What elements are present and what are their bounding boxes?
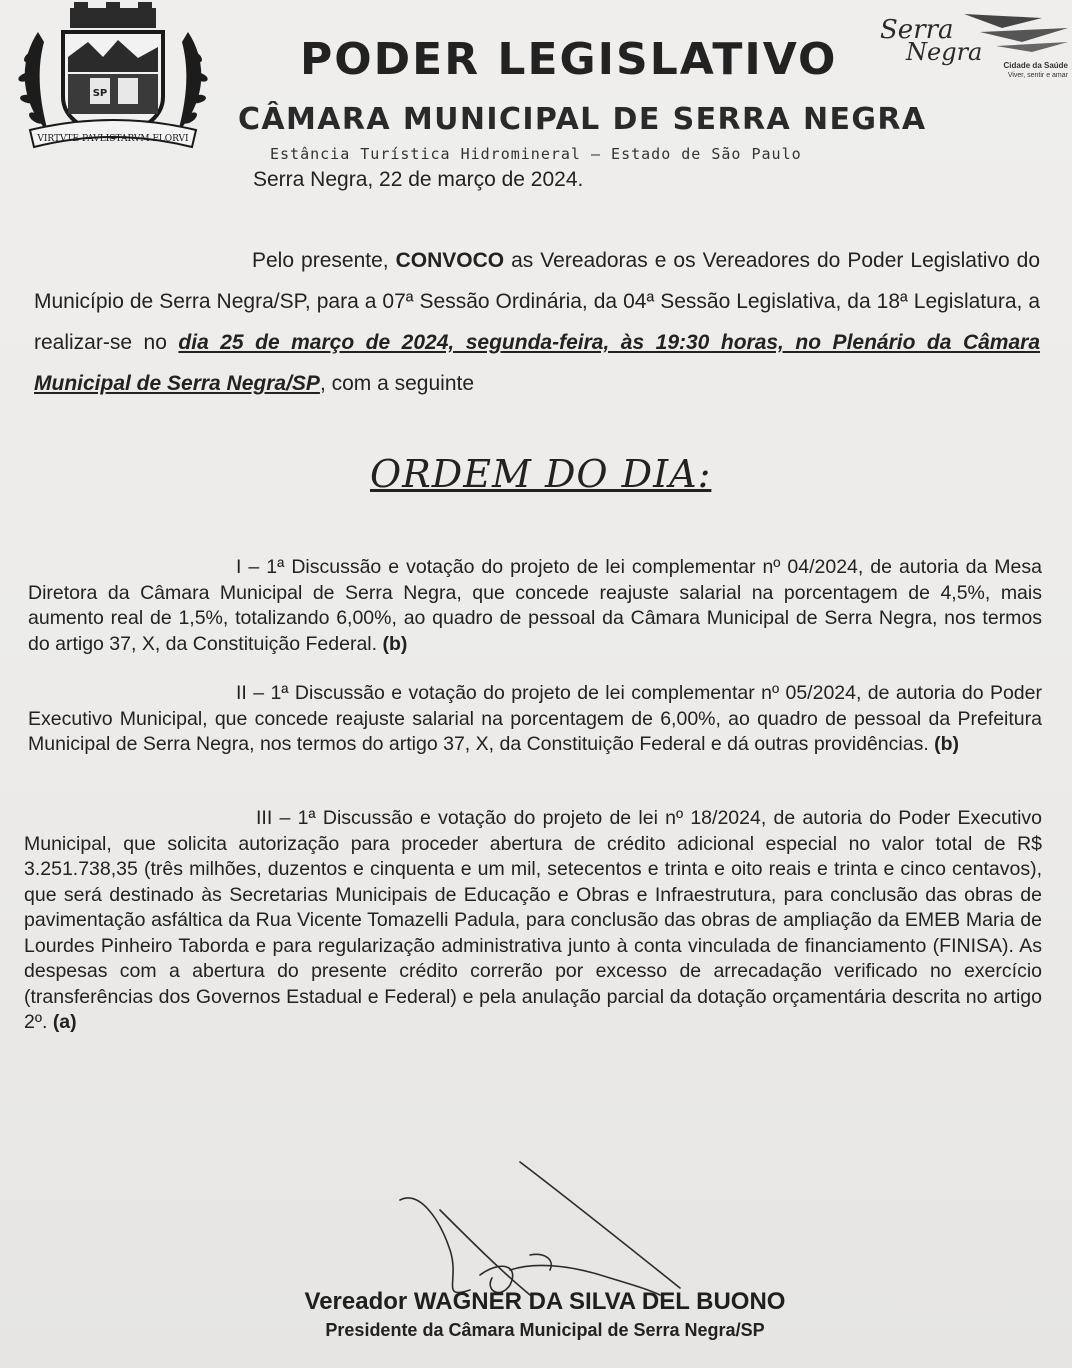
municipal-coat-of-arms-icon <box>8 2 218 162</box>
document-title: PODER LEGISLATIVO <box>300 34 838 85</box>
serra-negra-city-logo <box>872 6 1072 86</box>
svg-text:Negra: Negra <box>906 38 983 66</box>
tagline: Estância Turística Hidromineral – Estado de São Paulo <box>270 145 802 163</box>
convoco-keyword: CONVOCO <box>395 249 505 272</box>
agenda-item: II – 1ª Discussão e votação do projeto de lei complementar nº 05/2024, de autoria do Poder Executivo Municipal, que concede reajuste salarial na porcentagem de 6,00%, ao quadro de pessoal da Prefeitura Municipal de Serra Negra, nos termos do artigo 37, X, da Constituição Federal e dá outras providências. (b) <box>28 682 1042 755</box>
svg-text:SP: SP <box>92 88 108 99</box>
session-date-highlight: dia 25 de março de 2024, segunda-feira, às 19:30 horas, no Plenário da Câmara Municipal de Serra Negra/SP <box>34 331 1040 395</box>
document-date: Serra Negra, 22 de março de 2024. <box>253 168 584 191</box>
svg-text:Viver, sentir e amar: Viver, sentir e amar <box>1007 72 1068 79</box>
chamber-name: CÂMARA MUNICIPAL DE SERRA NEGRA <box>238 102 927 137</box>
agenda-item: I – 1ª Discussão e votação do projeto de lei complementar nº 04/2024, de autoria da Mesa Diretora da Câmara Municipal de Serra Negra, que concede reajuste salarial na porcentagem de 4,5%, mais aumento real de 1,5%, totalizando 6,00%, ao quadro de pessoal da Câmara Municipal de Serra Negra, nos termos do artigo 37, X, da Constituição Federal. (b) <box>28 556 1042 655</box>
convocation-paragraph: Pelo presente, CONVOCO as Vereadoras e os Vereadores do Poder Legislativo do Município de Serra Negra/SP, para a 07ª Sessão Ordinária, da 04ª Sessão Legislativa, da 18ª Legislatura, a realizar-se no dia 25 de março de 2024, segunda-feira, às 19:30 horas, no Plenário da Câmara Municipal de Serra Negra/SP, com a seguinte <box>34 249 1040 395</box>
signer-role: Presidente da Câmara Municipal de Serra Negra/SP <box>325 1320 765 1340</box>
agenda-heading: ORDEM DO DIA: <box>370 452 712 496</box>
svg-text:VIRTVTE PAVLISTARVM FLORVI: VIRTVTE PAVLISTARVM FLORVI <box>37 134 189 144</box>
svg-text:Serra: Serra <box>880 15 954 45</box>
agenda-item: III – 1ª Discussão e votação do projeto de lei nº 18/2024, de autoria do Poder Executivo Municipal, que solicita autorização para proceder abertura de crédito adicional especial no valor total de R$ 3.251.738,35 (três milhões, duzentos e cinquenta e um mil, setecentos e trinta e oito reais e trinta e cinco centavos), que será destinado às Secretarias Municipais de Educação e Obras e Infraestrutura, para conclusão das obras de pavimentação asfáltica da Rua Vicente Tomazelli Padula, para conclusão das obras de ampliação da EMEB Maria de Lourdes Pinheiro Taborda e para regularização administrativa junto à conta vinculada de financiamento (FINISA). As despesas com a abertura do presente crédito correrão por excesso de arrecadação verificado no exercício (transferências dos Governos Estadual e Federal) e pela anulação parcial da dotação orçamentária descrita no artigo 2º. (a) <box>24 807 1043 1033</box>
svg-text:Cidade da Saúde: Cidade da Saúde <box>1003 61 1068 70</box>
signer-name: Vereador WAGNER DA SILVA DEL BUONO <box>304 1288 786 1315</box>
